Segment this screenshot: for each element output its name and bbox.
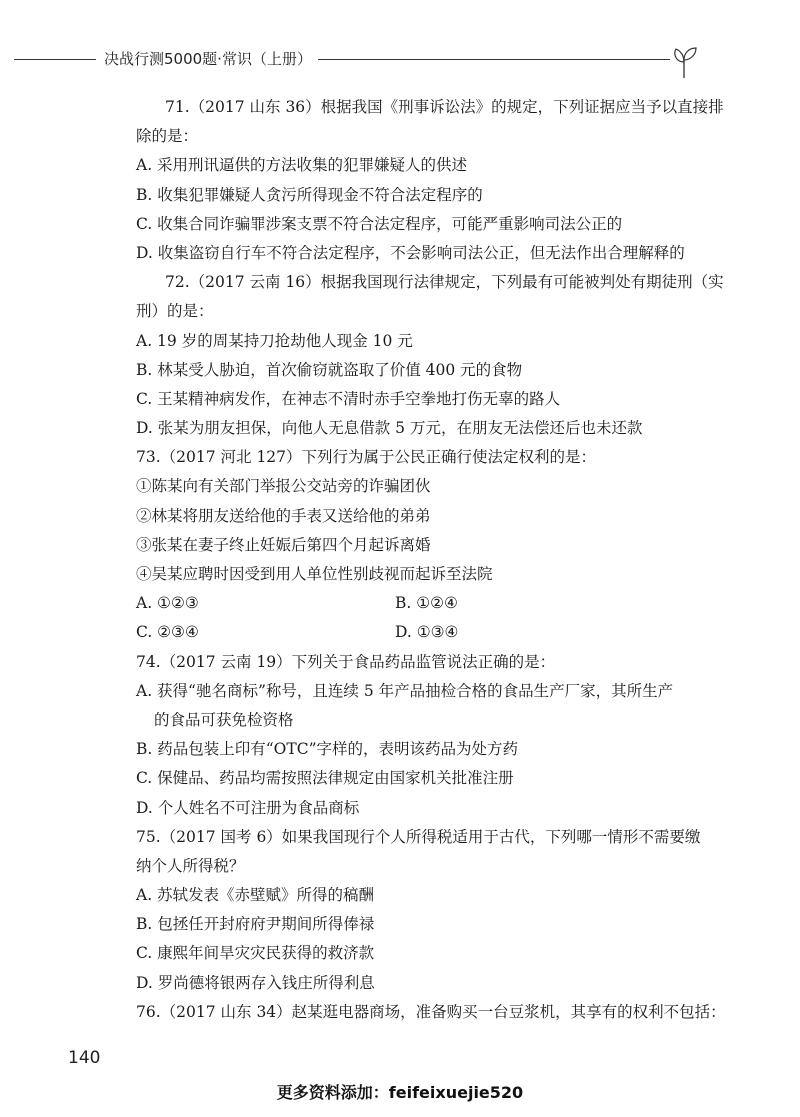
header-title: 决战行测5000题·常识（上册）	[104, 50, 312, 68]
question-71-option-a: A. 采用刑讯逼供的方法收集的犯罪嫌疑人的供述	[136, 156, 468, 175]
question-73-item-3: ③张某在妻子终止妊娠后第四个月起诉离婚	[136, 535, 431, 554]
question-75-stem: 75.（2017 国考 6）如果我国现行个人所得税适用于古代，下列哪一情形不需要缴	[136, 827, 701, 846]
question-74-option-a-cont: 的食品可获免检资格	[154, 710, 294, 729]
question-73-option-c: C. ②③④	[136, 623, 199, 642]
question-73-option-a: A. ①②③	[136, 594, 199, 613]
question-73-item-1: ①陈某向有关部门举报公交站旁的诈骗团伙	[136, 477, 431, 496]
footer-note: 更多资料添加：feifeixuejie520	[276, 1083, 524, 1102]
question-list	[136, 93, 726, 1027]
sprout-icon	[670, 40, 700, 80]
header-rule-left	[14, 59, 96, 60]
question-75-option-c: C. 康熙年间旱灾灾民获得的救济款	[136, 944, 375, 963]
page-number: 140	[68, 1048, 101, 1068]
question-72-stem: 72.（2017 云南 16）根据我国现行法律规定，下列最有可能被判处有期徒刑（实	[165, 273, 724, 292]
question-71-stem-cont: 除的是：	[136, 127, 199, 146]
header-rule-right	[318, 59, 670, 60]
page-header	[0, 40, 800, 80]
question-75-option-d: D. 罗尚德将银两存入钱庄所得利息	[136, 973, 375, 992]
question-73-item-2: ②林某将朋友送给他的手表又送给他的弟弟	[136, 506, 431, 525]
question-74-option-a: A. 获得“驰名商标”称号，且连续 5 年产品抽检合格的食品生产厂家，其所生产	[136, 681, 674, 700]
question-75-option-b: B. 包拯任开封府府尹期间所得俸禄	[136, 915, 375, 934]
question-74-option-c: C. 保健品、药品均需按照法律规定由国家机关批准注册	[136, 769, 514, 788]
question-71-option-d: D. 收集盗窃自行车不符合法定程序，不会影响司法公正，但无法作出合理解释的	[136, 243, 685, 262]
question-76-stem: 76.（2017 山东 34）赵某逛电器商场，准备购买一台豆浆机，其享有的权利不包括：	[136, 1002, 726, 1021]
question-74-stem: 74.（2017 云南 19）下列关于食品药品监管说法正确的是：	[136, 652, 556, 671]
question-73-option-d: D. ①③④	[395, 623, 459, 642]
question-72-option-b: B. 林某受人胁迫，首次偷窃就盗取了价值 400 元的食物	[136, 360, 523, 379]
question-74-option-d: D. 个人姓名不可注册为食品商标	[136, 798, 360, 817]
question-71-option-b: B. 收集犯罪嫌疑人贪污所得现金不符合法定程序的	[136, 185, 483, 204]
question-71-stem: 71.（2017 山东 36）根据我国《刑事诉讼法》的规定，下列证据应当予以直接排	[165, 98, 724, 116]
question-71-option-c: C. 收集合同诈骗罪涉案支票不符合法定程序，可能严重影响司法公正的	[136, 214, 623, 233]
question-73-stem: 73.（2017 河北 127）下列行为属于公民正确行使法定权利的是：	[136, 448, 597, 467]
question-75-stem-cont: 纳个人所得税？	[136, 856, 245, 875]
question-72-stem-cont: 刑）的是：	[136, 302, 214, 321]
question-75-option-a: A. 苏轼发表《赤壁赋》所得的稿酬	[136, 886, 375, 905]
question-72-option-d: D. 张某为朋友担保，向他人无息借款 5 万元，在朋友无法偿还后也未还款	[136, 419, 643, 438]
question-72-option-c: C. 王某精神病发作，在神志不清时赤手空拳地打伤无辜的路人	[136, 389, 561, 408]
question-73-options-row-2	[136, 618, 696, 647]
question-74-option-b: B. 药品包装上印有“OTC”字样的，表明该药品为处方药	[136, 740, 518, 759]
question-73-option-b: B. ①②④	[395, 594, 458, 613]
question-73-item-4: ④吴某应聘时因受到用人单位性别歧视而起诉至法院	[136, 565, 493, 583]
question-72-option-a: A. 19 岁的周某持刀抢劫他人现金 10 元	[136, 331, 413, 350]
question-73-options-row-1	[136, 589, 696, 618]
